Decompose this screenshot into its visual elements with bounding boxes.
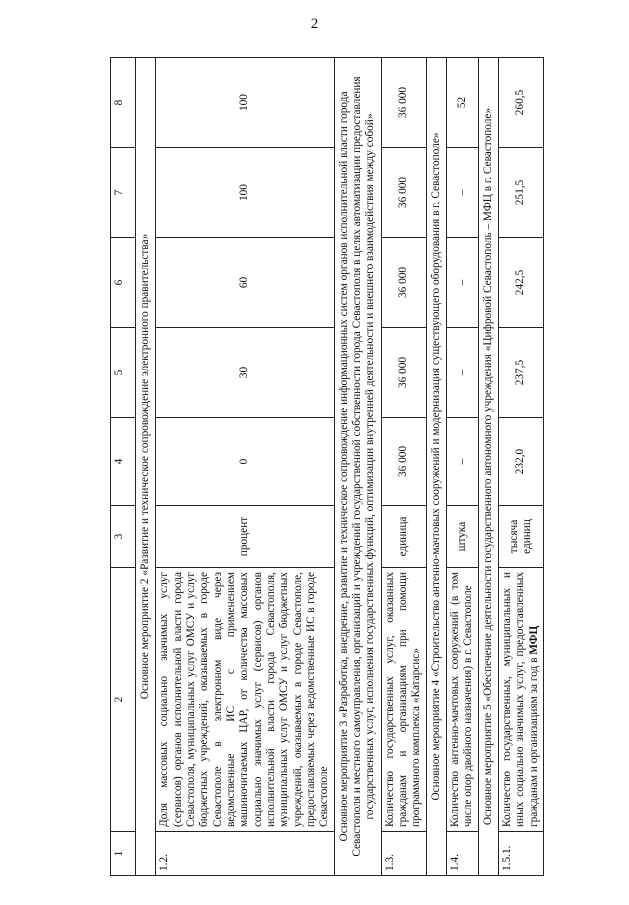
table-row [446, 58, 478, 876]
value-cell: 100 [156, 58, 334, 148]
value-cell: 36 000 [381, 58, 426, 148]
value-cell: 36 000 [381, 328, 426, 418]
value-cell: 60 [156, 238, 334, 328]
page-number: 2 [310, 16, 319, 32]
table-row [156, 58, 334, 876]
indicator-name: Количество государственных услуг, оказанных гражданам и организациям при помощи программного комплекса «Катарсис» [381, 568, 426, 832]
section-row [426, 58, 446, 876]
section-row [478, 58, 498, 876]
column-number: 1 [111, 832, 136, 876]
column-number: 5 [111, 328, 136, 418]
indicator-name [498, 568, 543, 832]
value-cell: 237,5 [498, 328, 543, 418]
column-number: 6 [111, 238, 136, 328]
row-number: 1.5.1. [498, 832, 543, 876]
value-cell: 260,5 [498, 58, 543, 148]
value-cell: 242,5 [498, 238, 543, 328]
value-cell: 52 [446, 58, 478, 148]
unit-cell: штука [446, 506, 478, 568]
value-cell: 100 [156, 148, 334, 238]
table-row [381, 58, 426, 876]
value-cell: – [446, 418, 478, 506]
value-cell: 0 [156, 418, 334, 506]
section-row [334, 58, 381, 876]
column-number: 4 [111, 418, 136, 506]
column-number: 8 [111, 58, 136, 148]
row-number: 1.2. [156, 832, 334, 876]
section-heading-4: Основное мероприятие 4 «Строительство антенно-мачтовых сооружений и модернизация существующего оборудования в г. Севастополе» [426, 58, 446, 876]
column-number: 7 [111, 148, 136, 238]
value-cell: – [446, 148, 478, 238]
indicator-name: Количество антенно-мачтовых сооружений (в том числе опор двойного назначения) в г. Севастополе [446, 568, 478, 832]
row-number: 1.3. [381, 832, 426, 876]
unit-cell: единица [381, 506, 426, 568]
rotated-table-wrapper [110, 58, 540, 876]
row-number: 1.4. [446, 832, 478, 876]
section-heading-2: Основное мероприятие 2 «Развитие и техническое сопровождение электронного правительства» [136, 58, 156, 876]
section-row [136, 58, 156, 876]
mfc-abbreviation: МФЦ [527, 625, 540, 655]
indicators-table [110, 57, 544, 876]
unit-cell: тысяча единиц [498, 506, 543, 568]
indicator-name: Доля массовых социально значимых услуг (сервисов) органов исполнительной власти города Севастополя, муниципальных услуг ОМСУ и услуг бюджетных учреждений, оказываемых в городе Севастополе в электронном виде через ведомственные ИС с применением машиночитаемых ЦАР, от количества массовых социально значимых услуг (сервисов) органов исполнительной власти города Севастополя, муниципальных услуг ОМСУ и услуг бюджетных учреждений, оказываемых в городе Севастополе, предоставляемых через ведомственные ИС в городе Севастополе [156, 568, 334, 832]
value-cell: 36 000 [381, 418, 426, 506]
value-cell: – [446, 328, 478, 418]
value-cell: – [446, 238, 478, 328]
column-number-row [111, 58, 136, 876]
value-cell: 232,0 [498, 418, 543, 506]
value-cell: 36 000 [381, 238, 426, 328]
value-cell: 251,5 [498, 148, 543, 238]
section-heading-3: Основное мероприятие 3 «Разработка, внедрение, развитие и техническое сопровождение информационных систем органов исполнительной власти города Севастополя и местного самоуправления, организаций и учреждений государственной собственности города Севастополя в целях автоматизации предоставления государственных услуг, исполнения государственных функций, оптимизации внутренней деятельности и внешнего взаимодействия между собой» [334, 58, 381, 876]
column-number: 2 [111, 568, 136, 832]
value-cell: 36 000 [381, 148, 426, 238]
table-row [498, 58, 543, 876]
unit-cell: процент [156, 506, 334, 568]
column-number: 3 [111, 506, 136, 568]
indicator-name-text: Количество государственных, муниципальных и иных социально значимых услуг, предоставленных гражданам и организациям за год в [500, 572, 540, 827]
value-cell: 30 [156, 328, 334, 418]
section-heading-5: Основное мероприятие 5 «Обеспечение деятельности государственного автономного учреждения «Цифровой Севастополь – МФЦ в г. Севастополе» [478, 58, 498, 876]
